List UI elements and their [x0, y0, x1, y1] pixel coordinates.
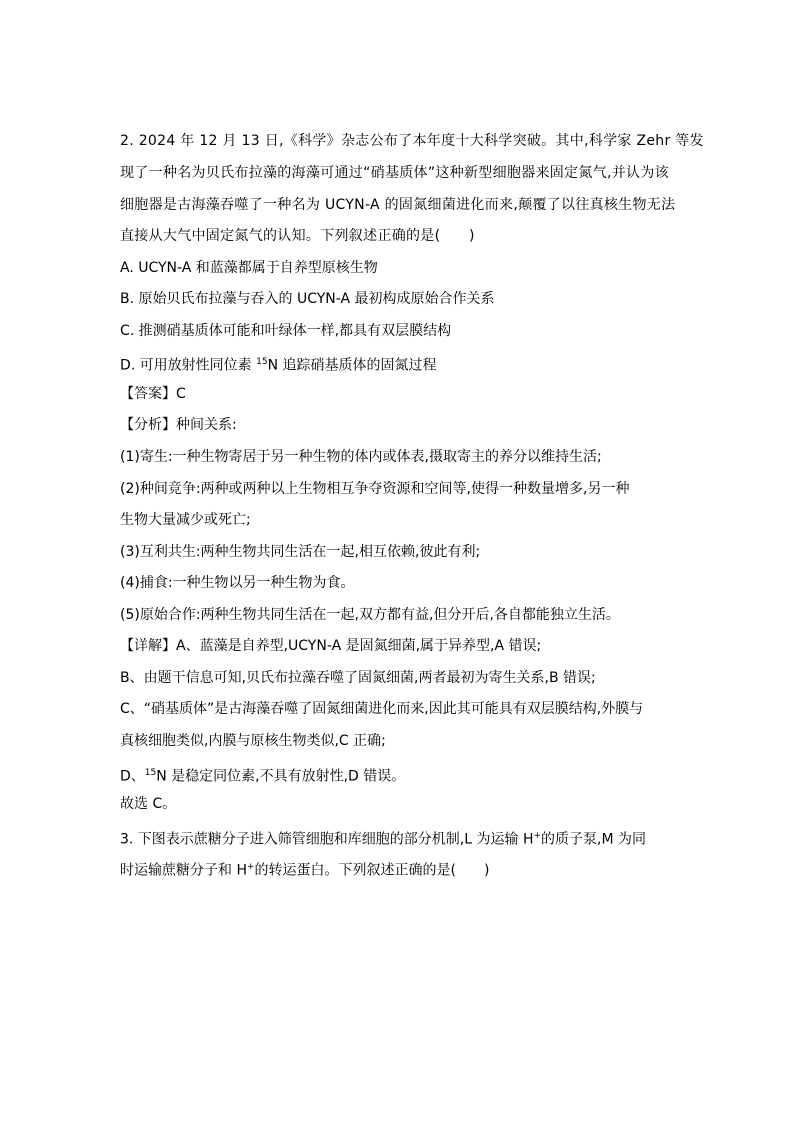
q2-option-b: B. 原始贝氏布拉藻与吞入的 UCYN-A 最初构成原始合作关系 [120, 291, 495, 307]
q2-detail-d-before: D、 [120, 768, 145, 785]
q2-stem-line-4: 直接从大气中固定氮气的认知。下列叙述正确的是( ) [120, 228, 475, 244]
q2-analysis-heading: 【分析】种间关系: [120, 417, 237, 433]
q2-detail-d-isotope-mass: 15 [144, 768, 157, 778]
q2-option-d-after: N 追踪硝基质体的固氮过程 [267, 357, 437, 374]
q2-analysis-line-1: (1)寄生:一种生物寄居于另一种生物的体内或体表,摄取寄主的养分以维持生活; [120, 449, 602, 465]
q2-conclusion: 故选 C。 [120, 796, 177, 812]
q3-line2-part1: 时运输蔗糖分子和 H [120, 862, 247, 879]
q2-option-d-before: D. 可用放射性同位素 [120, 357, 257, 374]
q2-detail-line-4: 真核细胞类似,内膜与原核生物类似,C 正确; [120, 733, 386, 749]
q2-stem-line-3: 细胞器是古海藻吞噬了一种名为 UCYN-A 的固氮细菌进化而来,颠覆了以往真核生物无法 [120, 197, 676, 213]
q2-stem-line-1: 2. 2024 年 12 月 13 日,《科学》杂志公布了本年度十大科学突破。其中,科学家 Zehr 等发 [120, 133, 704, 149]
q2-stem-line-2: 现了一种名为贝氏布拉藻的海藻可通过“硝基质体”这种新型细胞器来固定氮气,并认为该 [120, 165, 669, 181]
q3-line2-sup: + [246, 862, 255, 872]
q2-detail-line-2: B、由题干信息可知,贝氏布拉藻吞噬了固氮细菌,两者最初为寄生关系,B 错误; [120, 670, 596, 686]
q3-line1-part2: 的质子泵,M 为同 [541, 831, 647, 848]
q2-detail-line-1: 【详解】A、蓝藻是自养型,UCYN-A 是固氮细菌,属于异养型,A 错误; [120, 638, 542, 654]
q3-stem-line-2 [120, 858, 489, 880]
q2-analysis-line-6: (5)原始合作:两种生物共同生活在一起,双方都有益,但分开后,各自都能独立生活。 [120, 607, 620, 623]
q2-analysis-line-5: (4)捕食:一种生物以另一种生物为食。 [120, 575, 355, 591]
q2-option-a: A. UCYN-A 和蓝藻都属于自养型原核生物 [120, 260, 378, 276]
q2-option-c: C. 推测硝基质体可能和叶绿体一样,都具有双层膜结构 [120, 323, 452, 339]
q2-detail-d-after: N 是稳定同位素,不具有放射性,D 错误。 [156, 768, 406, 785]
q2-option-d [120, 353, 437, 375]
q3-line1-part1: 3. 下图表示蔗糖分子进入筛管细胞和库细胞的部分机制,L 为运输 H [120, 831, 534, 848]
q2-answer: 【答案】C [120, 386, 186, 402]
q3-line2-part2: 的转运蛋白。下列叙述正确的是( ) [254, 862, 490, 879]
q3-line1-sup: + [533, 831, 542, 841]
q2-analysis-line-4: (3)互利共生:两种生物共同生活在一起,相互依赖,彼此有利; [120, 544, 481, 560]
q2-detail-line-3: C、“硝基质体”是古海藻吞噬了固氮细菌进化而来,因此其可能具有双层膜结构,外膜与 [120, 701, 644, 717]
q2-detail-line-5 [120, 764, 405, 786]
q2-option-d-isotope-mass: 15 [256, 357, 268, 367]
q2-analysis-line-2: (2)种间竞争:两种或两种以上生物相互争夺资源和空间等,使得一种数量增多,另一种 [120, 481, 630, 497]
q3-stem-line-1 [120, 827, 646, 849]
q2-analysis-line-3: 生物大量减少或死亡; [120, 512, 251, 528]
